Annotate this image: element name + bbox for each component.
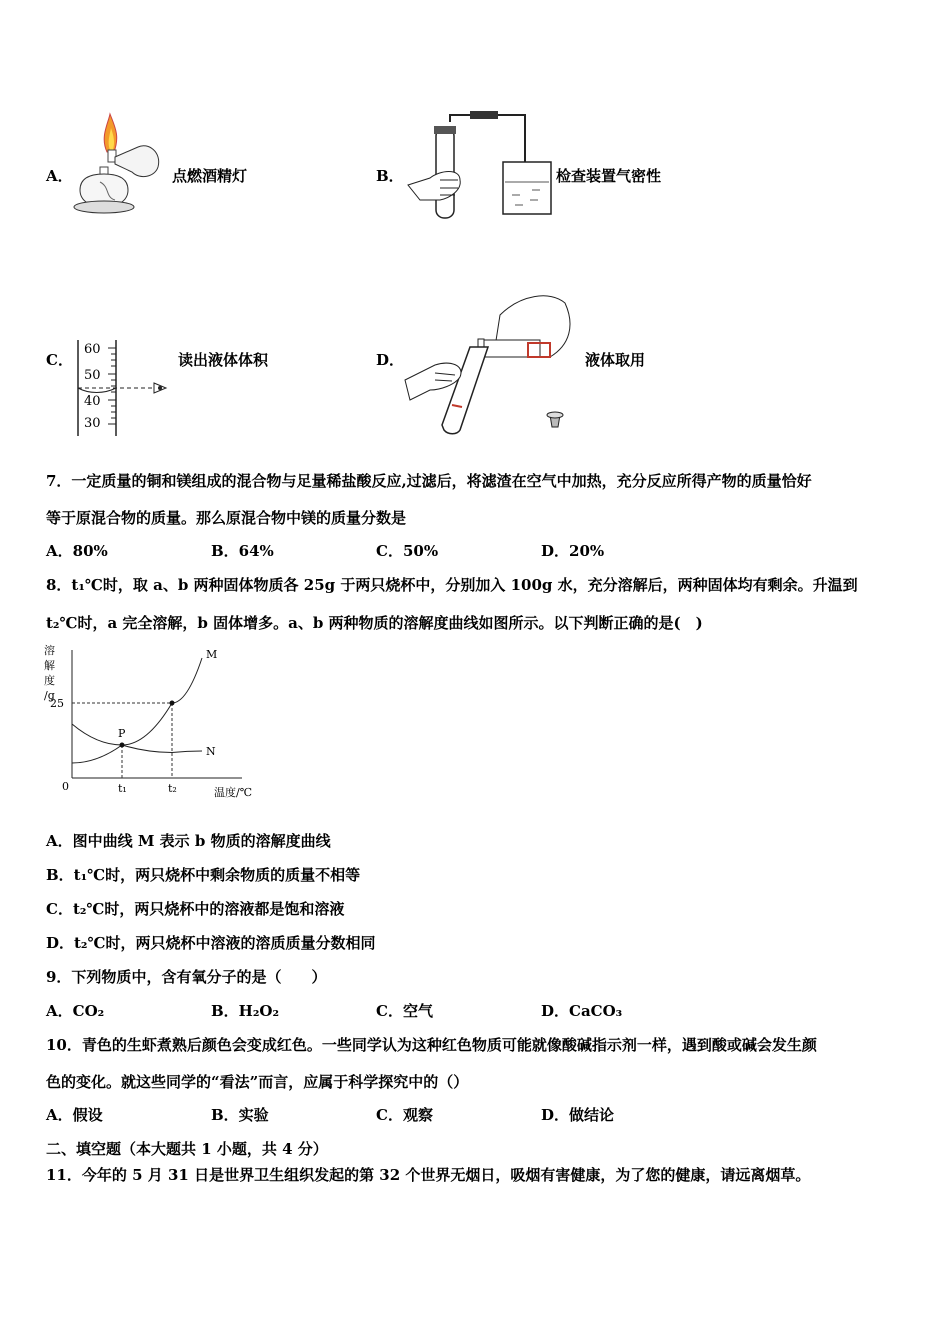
y-axis-label: 溶 xyxy=(44,644,55,657)
x-tick-label: t₂ xyxy=(168,782,177,795)
y-axis-label: 度 xyxy=(44,674,55,687)
question-11: 11．今年的 5 月 31 日是世界卫生组织发起的第 32 个世界无烟日，吸烟有害健康，为了您的健康，请远离烟草。 xyxy=(46,1166,811,1184)
option-d: D．CaCO₃ xyxy=(541,1002,623,1020)
series-line-N xyxy=(72,724,202,753)
x-tick-label: t₁ xyxy=(118,782,127,795)
liquid-pouring-icon xyxy=(400,285,580,440)
question-text: 色的变化。就这些同学的“看法”而言，应属于科学探究中的（） xyxy=(46,1073,469,1091)
option-c: C．50% xyxy=(376,542,439,560)
cylinder-tick-label: 40 xyxy=(84,394,101,409)
series-label: N xyxy=(206,745,216,758)
solubility-chart xyxy=(40,640,253,805)
question-text: 7．一定质量的铜和镁组成的混合物与足量稀盐酸反应,过滤后，将滤渣在空气中加热，充分反应所得产物的质量恰好 xyxy=(46,472,812,490)
option-d: D．t₂℃时，两只烧杯中溶液的溶质质量分数相同 xyxy=(46,934,376,952)
option-d: D．20% xyxy=(541,542,605,560)
option-letter: B． xyxy=(376,167,404,185)
data-point xyxy=(120,743,125,748)
option-letter: A． xyxy=(46,167,73,185)
cylinder-tick-label: 30 xyxy=(84,416,101,431)
alcohol-lamp-lighting-icon xyxy=(70,112,170,217)
y-tick-label: 25 xyxy=(50,697,64,710)
option-b: B．t₁℃时，两只烧杯中剩余物质的质量不相等 xyxy=(46,866,361,884)
question-text: t₂℃时，a 完全溶解，b 固体增多。a、b 两种物质的溶解度曲线如图所示。以下判断正确的是( ) xyxy=(46,614,703,632)
question-text: 10．青色的生虾煮熟后颜色会变成红色。一些同学认为这种红色物质可能就像酸碱指示剂一样，遇到酸或碱会发生颜 xyxy=(46,1036,817,1054)
cylinder-tick-label: 50 xyxy=(84,368,101,383)
point-label: P xyxy=(118,727,126,740)
question-text: 8．t₁℃时，取 a、b 两种固体物质各 25g 于两只烧杯中，分别加入 100g 水，充分溶解后，两种固体均有剩余。升温到 xyxy=(46,576,858,594)
option-label: 检查装置气密性 xyxy=(556,167,662,185)
series-line-M xyxy=(72,658,202,763)
airtightness-check-icon xyxy=(400,110,555,220)
origin-label: 0 xyxy=(62,780,69,793)
option-letter: D． xyxy=(376,351,405,369)
option-c: C．空气 xyxy=(376,1002,433,1020)
y-axis-label: 解 xyxy=(44,659,55,672)
cylinder-tick-label: 60 xyxy=(84,342,101,357)
data-point xyxy=(170,701,175,706)
question-text: 等于原混合物的质量。那么原混合物中镁的质量分数是 xyxy=(46,509,407,527)
option-a: A．CO₂ xyxy=(46,1002,105,1020)
option-d: D．做结论 xyxy=(541,1106,615,1124)
option-b: B．64% xyxy=(211,542,274,560)
y-axis-label: /g xyxy=(44,689,55,702)
option-a: A．假设 xyxy=(46,1106,103,1124)
option-b: B．H₂O₂ xyxy=(211,1002,280,1020)
series-label: M xyxy=(206,648,218,661)
option-a: A．图中曲线 M 表示 b 物质的溶解度曲线 xyxy=(46,832,331,850)
x-axis-label: 温度/℃ xyxy=(214,786,253,799)
option-label: 读出液体体积 xyxy=(178,351,269,369)
option-label: 液体取用 xyxy=(585,351,646,369)
option-label: 点燃酒精灯 xyxy=(172,167,248,185)
option-c: C．t₂℃时，两只烧杯中的溶液都是饱和溶液 xyxy=(46,900,345,918)
option-letter: C． xyxy=(46,351,73,369)
question-text: 9．下列物质中，含有氧分子的是（ ） xyxy=(46,968,327,986)
section-heading: 二、填空题（本大题共 1 小题，共 4 分） xyxy=(46,1140,328,1158)
option-c: C．观察 xyxy=(376,1106,433,1124)
option-a: A．80% xyxy=(46,542,108,560)
option-b: B．实验 xyxy=(211,1106,269,1124)
